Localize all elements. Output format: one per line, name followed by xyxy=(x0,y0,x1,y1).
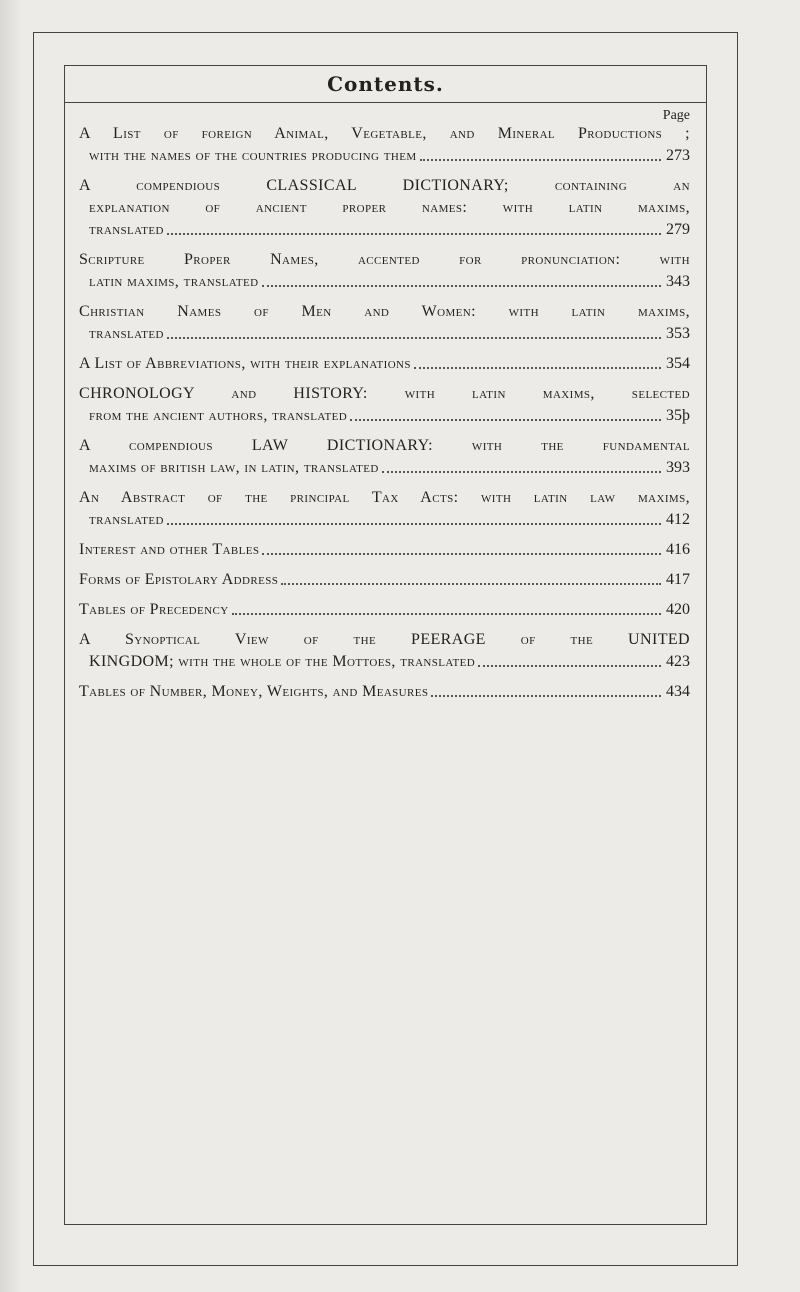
contents-entry xyxy=(79,123,690,167)
contents-entry xyxy=(79,487,690,531)
contents-entry xyxy=(79,681,690,703)
contents-frame xyxy=(64,65,707,1225)
contents-entry xyxy=(79,435,690,479)
entry-text: maxims of british law, in latin, translated xyxy=(89,459,379,476)
contents-heading: Contents. xyxy=(327,72,444,96)
page-number: 273 xyxy=(666,147,690,164)
contents-entry xyxy=(79,383,690,427)
dot-leader xyxy=(414,366,661,369)
entry-text: A Synoptical View of the PEERAGE of the UNITED xyxy=(79,631,690,648)
dot-leader xyxy=(478,664,661,667)
page-number: 420 xyxy=(666,601,690,618)
entry-text: A List of Abbreviations, with their explanations xyxy=(79,355,411,372)
page-number: 35þ xyxy=(666,407,690,424)
dot-leader xyxy=(167,522,661,525)
dot-leader xyxy=(167,336,661,339)
entry-text: Tables of Precedency xyxy=(79,601,229,618)
entry-text: A compendious CLASSICAL DICTIONARY; containing an xyxy=(79,177,690,194)
entry-text: Scripture Proper Names, accented for pronunciation: with xyxy=(79,251,690,268)
entry-text: translated xyxy=(89,325,164,342)
entry-text: Christian Names of Men and Women: with latin maxims, xyxy=(79,303,690,320)
page-number: 279 xyxy=(666,221,690,238)
entry-text: with the names of the countries producing them xyxy=(89,147,417,164)
contents-entry xyxy=(79,249,690,293)
page-number: 393 xyxy=(666,459,690,476)
contents-entry xyxy=(79,629,690,673)
contents-entry xyxy=(79,353,690,375)
dot-leader xyxy=(420,158,661,161)
page-number: 353 xyxy=(666,325,690,342)
page-number: 434 xyxy=(666,683,690,700)
entry-text: translated xyxy=(89,221,164,238)
dot-leader xyxy=(232,612,661,615)
entry-text: Forms of Epistolary Address xyxy=(79,571,279,588)
page-column-label: Page xyxy=(662,108,690,123)
page-number: 423 xyxy=(666,653,690,670)
contents-list xyxy=(65,109,706,703)
page-edge xyxy=(0,0,22,1292)
page-number: 343 xyxy=(666,273,690,290)
entry-text: CHRONOLOGY and HISTORY: with latin maxims, selected xyxy=(79,385,690,402)
dot-leader xyxy=(262,552,661,555)
entry-text: A List of foreign Animal, Vegetable, and Mineral Productions ; xyxy=(79,125,690,142)
page-number: 354 xyxy=(666,355,690,372)
page-number: 417 xyxy=(666,571,690,588)
dot-leader xyxy=(431,694,661,697)
entry-text: explanation of ancient proper names: with latin maxims, xyxy=(89,199,690,216)
entry-text: KINGDOM; with the whole of the Mottoes, translated xyxy=(89,653,476,670)
entry-text: Tables of Number, Money, Weights, and Measures xyxy=(79,683,429,700)
dot-leader xyxy=(281,582,661,585)
entry-text: Interest and other Tables xyxy=(79,541,260,558)
contents-entry xyxy=(79,175,690,241)
entry-text: An Abstract of the principal Tax Acts: with latin law maxims, xyxy=(79,489,690,506)
dot-leader xyxy=(382,470,661,473)
page-number: 416 xyxy=(666,541,690,558)
header-row xyxy=(65,66,706,103)
dot-leader xyxy=(350,418,661,421)
entry-text: translated xyxy=(89,511,164,528)
contents-entry xyxy=(79,301,690,345)
page-number: 412 xyxy=(666,511,690,528)
contents-entry xyxy=(79,539,690,561)
entry-text: from the ancient authors, translated xyxy=(89,407,348,424)
contents-entry xyxy=(79,599,690,621)
entry-text: latin maxims, translated xyxy=(89,273,259,290)
dot-leader xyxy=(262,284,662,287)
dot-leader xyxy=(167,232,661,235)
contents-entry xyxy=(79,569,690,591)
entry-text: A compendious LAW DICTIONARY: with the fundamental xyxy=(79,437,690,454)
